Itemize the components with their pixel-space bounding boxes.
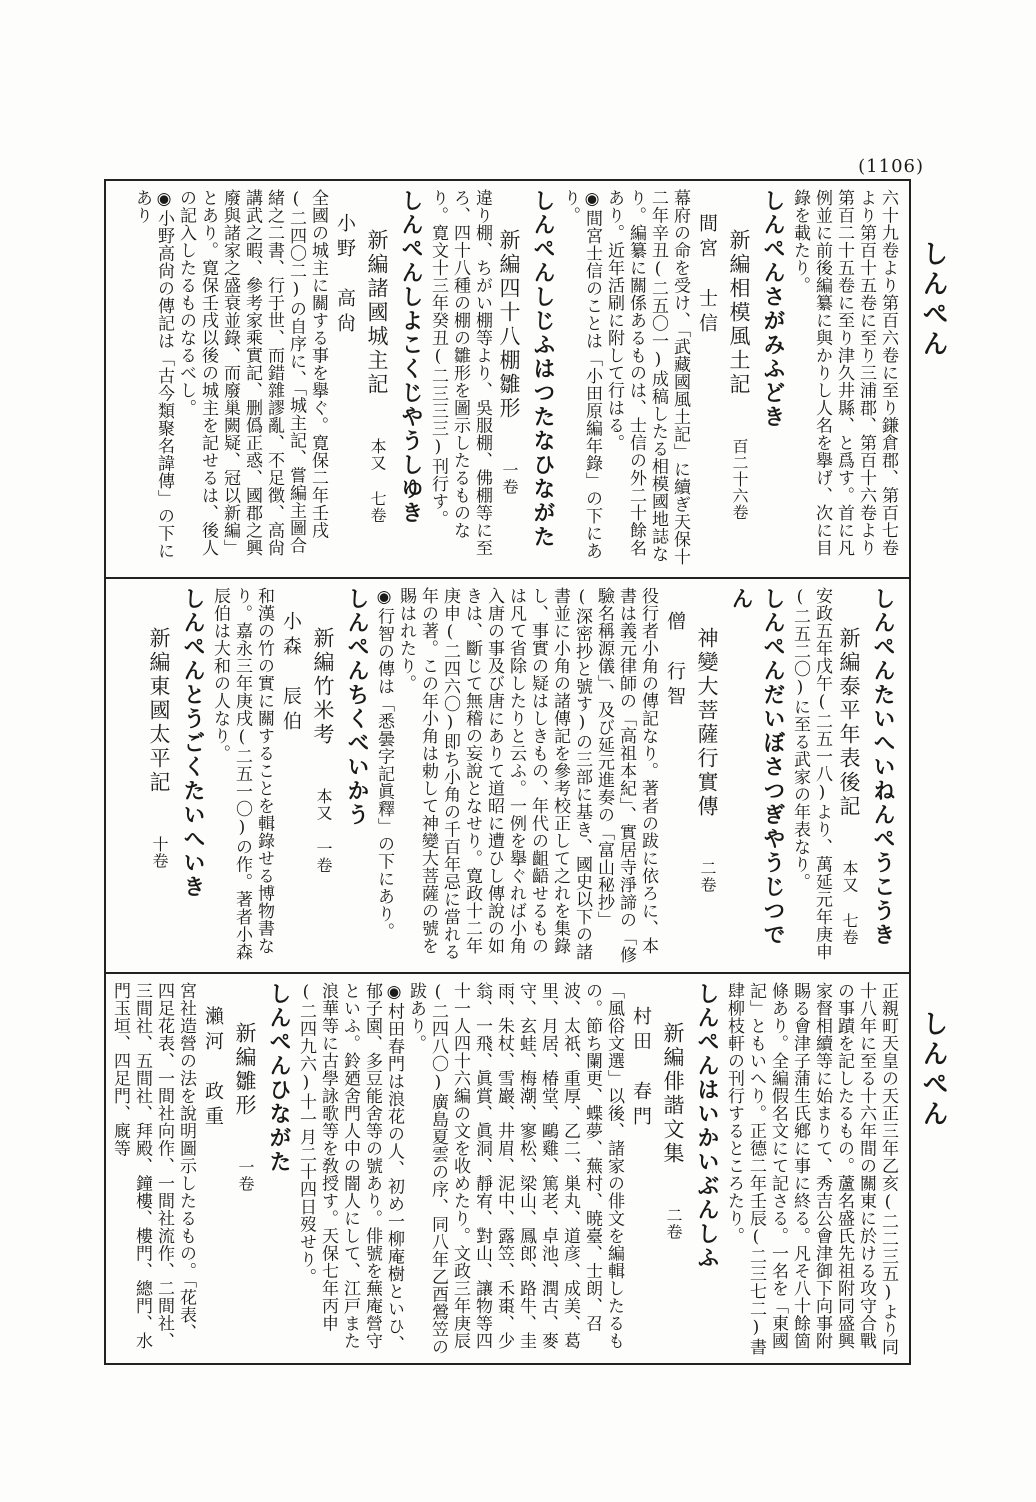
entry-tana-hinagata — [427, 189, 559, 569]
entry-continuation: 六十九卷より第百六卷に至り鎌倉郡、第百七卷より第百十五卷に至り三浦郡、第百十六卷より第百二十五卷に至り津久井縣、と爲す。首に凡例並に前後編纂に與かりし人名を擧げ、次に目錄を載たり。 — [790, 189, 898, 557]
section-column — [106, 974, 909, 1365]
title-line — [143, 587, 175, 966]
entry-heading: しんぺんたいへいねんぺうこうき — [870, 587, 896, 947]
entry-heading: しんぺんさがみふどき — [760, 189, 786, 429]
author-name: 小森 辰伯 — [280, 611, 302, 736]
running-head-top: しんぺん — [918, 240, 948, 360]
book-title: 新編四十八棚雛形 — [497, 229, 521, 421]
entry-continuation: 正親町天皇の天正三年乙亥(二二三五)より同十八年に至る十六年間の關東に於ける攻守合戰の事蹟を記したるもの。蘆名盛氏先祖附同盛興家督相續等に始まりて、秀吉公會津御下向事附賜る會津子蒲生氏鄕に事に終る。凡そ八十餘箇條あり。全編假名文にて記さる。一名を「東國記」ともいへり。正德二年壬辰(二三七二)書肆柳枝軒の刊行するところたり。 — [724, 982, 898, 1356]
author-name: 村田 春門 — [630, 1006, 652, 1131]
entry-heading: しんぺんだいぼさつぎやうじつでん — [728, 587, 786, 947]
title-line — [833, 587, 865, 966]
entry-hinagata — [109, 982, 295, 1357]
book-title: 新編泰平年表後記 — [837, 627, 861, 819]
section-top — [106, 181, 909, 577]
book-title: 新編雛形 — [233, 1022, 257, 1118]
author-name: 間宮 士信 — [696, 213, 718, 338]
volume-count: 本又 七卷 — [840, 859, 859, 945]
author-name: 僧 行智 — [664, 611, 686, 711]
entry-note: ◉村田春門は浪花の人、初め一柳庵樹といひ、郁子園、多豆能舍等の號あり。俳號を蕪庵營守といふ。鈴廼舍門人中の闇人にして、江戸また浪華等に古學詠歌等を敎授す。天保七年丙申(二四九六)十一月二十四日歿せり。 — [296, 982, 404, 1353]
title-line — [493, 189, 525, 569]
entry-haikai-bunshu — [295, 982, 723, 1357]
author-name: 瀨河 政重 — [202, 1006, 224, 1131]
running-head-bottom: しんぺん — [918, 1010, 948, 1130]
volume-count: 一卷 — [236, 1158, 255, 1192]
book-title: 新編俳諧文集 — [661, 1022, 685, 1166]
entry-daibosatsu — [373, 587, 789, 966]
entry-heading: しんぺんはいかいぶんしふ — [694, 982, 720, 1270]
title-line — [659, 587, 723, 966]
entry-text: 和漢の竹の實に關することを輯錄せる博物書なり。嘉永三年庚戌(二五一〇)の作。著者小森辰伯は大和の人なり。 — [210, 587, 274, 961]
entry-note: ◉行智の傳は「悉曇字記眞釋」の下にあり。 — [374, 587, 394, 940]
title-line — [691, 189, 755, 569]
volume-count: 二卷 — [664, 1206, 683, 1240]
page-number: (1106) — [858, 156, 924, 177]
title-line — [625, 982, 689, 1357]
entry-heading: しんぺんちくべいかう — [344, 587, 370, 827]
title-line — [329, 189, 393, 569]
entry-text: 役行者小角の傳記なり。著者の跋に依ろに、本書は義元律師の「高祖本紀」、實居寺淨諦の「修驗名稱源儀」、及び延元進奏の「富山秘抄」(深密抄と號す)の三部に基き、國史以下の諸書並に小角の諸傳記を參考校正して之れを集錄し、事實の疑はしきもの、年代の齟齬せるものは凡て省除したりと云ふ。一例を擧ぐれば小角入唐の事及び唐にありて道昭に遭ひし傳說の如きは、斷じて無稽の妄說となせり。寛政十二年庚申(二四六〇)即ち小角の千百年忌に當れる年の著。この年小角は勅して神變大菩薩の號を賜はれたり。 — [396, 587, 658, 964]
book-title: 新編相模風土記 — [727, 229, 751, 397]
entry-sagami-fudoki — [559, 189, 789, 569]
volume-count: 十卷 — [150, 835, 169, 869]
entry-heading: しんぺんとうごくたいへいき — [180, 587, 206, 899]
entry-text: 安政五年戊午(二五一八)より、萬延元年庚申(二五二〇)に至る武家の年表なり。 — [790, 587, 832, 961]
section-column — [133, 579, 909, 974]
entry-heading: しんぺんしよこくじやうしゆき — [398, 189, 424, 525]
entry-text: 幕府の命を受け、「武藏國風土記」に續ぎ天保十二年辛丑(二五〇一)成稿したる相模國地誌なり。編纂に關係あるものは、士信の外二十餘名あり。近年活刷に附して行はる。 — [604, 189, 690, 566]
book-title: 新編諸國城主記 — [365, 229, 389, 397]
entry-text: 「風俗文選」以後、諸家の俳文を編輯したるもの。節ち闌更、蝶夢、蕪村、暁臺、士朗、召波、太祇、重厚、乙二、巣丸、道彦、成美、葛里、月居、椿堂、鷗雞、篤老、卓池、潤古、麥守、玄蛙、梅潮、寥松、梁山、鳳郎、路牛、圭雨、朱杖、雪巖、井眉、泥中、露笠、禾棗、少翁、一飛、眞賞、眞洞、靜宥、對山、讓物等四十一人四十六編の文を收めたり。文政三年庚辰(二四八〇)廣島夏雲の序、同八年乙酉鶯笠の跋あり。 — [406, 982, 624, 1356]
dictionary-frame — [104, 179, 911, 1365]
title-line — [197, 982, 261, 1357]
book-title: 新編東國太平記 — [147, 627, 171, 795]
volume-count: 本又 一卷 — [314, 787, 333, 873]
volume-count: 百二十六卷 — [730, 437, 749, 520]
entry-note: ◉間宮士信のことは「小田原編年錄」の下にあり。 — [560, 189, 602, 560]
book-title: 新編竹米考 — [311, 627, 335, 747]
entry-taihei-nenpyo — [789, 587, 899, 966]
section-column — [121, 181, 909, 577]
volume-count: 二卷 — [698, 859, 717, 893]
entry-togoku-taiheiki — [143, 587, 209, 966]
entry-heading: しんぺんしじふはつたなひながた — [530, 189, 556, 549]
entry-chikubeikou — [209, 587, 373, 966]
section-middle — [106, 577, 909, 974]
title-line — [275, 587, 339, 966]
entry-text: 違り棚、ちがい棚等より、吳服棚、佛棚等に至ろ、四十八種の棚の雛形を圖示したるものなり。寛文十三年癸丑(二三三三)刊行す。 — [428, 189, 492, 557]
section-bottom — [106, 972, 909, 1365]
entry-text: 宮社造營の法を說明圖示したるもの。「花表、四足花表、一間社向作、一間社流作、二間社、三間社、五間社、拜殿、鐘樓、樓門、總門、水門玉垣、四足門、廐等 — [110, 982, 196, 1350]
volume-count: 本又 七卷 — [368, 437, 387, 523]
entry-jyoshuki — [131, 189, 427, 569]
entry-note: ◉小野高尙の傳記は「古今類聚名諱傳」の下にあり — [132, 189, 174, 560]
book-title: 神變大菩薩行實傳 — [695, 627, 719, 819]
volume-count: 一卷 — [500, 461, 519, 495]
entry-text: 全國の城主に關する事を擧ぐ。寛保二年壬戌(二四〇二)の自序に、「城主記、嘗編主圖合緒之二書、行于世、而錯雜謬亂、不足徴、高尙講武之暇、參考家乘實記、删僞正惑、國郡之興廢與諸家之盛衰並錄、而廢巢闕疑、冠以新編」とあり。寛保壬戌以後の城主を記せるは、後人の記入したるものなるべし。 — [176, 189, 328, 557]
entry-heading: しんぺんひながた — [266, 982, 292, 1174]
author-name: 小野 高尙 — [334, 213, 356, 338]
